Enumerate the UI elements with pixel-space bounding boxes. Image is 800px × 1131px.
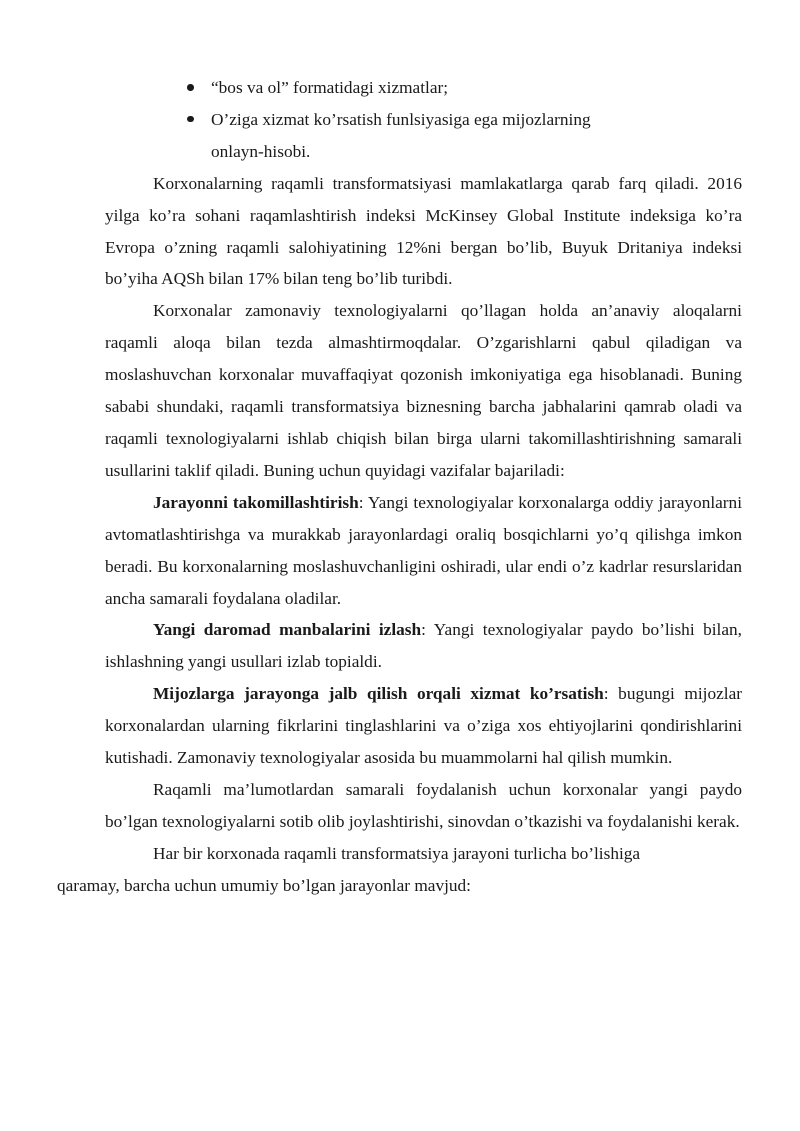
- bullet-icon: [187, 116, 194, 123]
- paragraph-text: : Yangi texnologiyalar korxonalarga oddiy jarayonlarni avtomatlashtirishga va murakkab jarayonlardagi oraliq bosqichlarni yo’q qilishga imkon beradi. Bu korxonalarning moslashuvchanligini oshiradi, ular endi o’z kadrlar resurslaridan ancha samarali foydalana oladilar.: [105, 492, 743, 608]
- document-body: [57, 72, 743, 902]
- paragraph-heading: Mijozlarga jarayonga jalb qilish orqali xizmat ko’rsatish: [153, 684, 604, 704]
- paragraph-text: : Yangi texnologiyalar paydo bo’lishi bilan, ishlashning yangi usullari izlab topialdi.: [105, 620, 742, 672]
- list-item: [210, 72, 610, 104]
- paragraph-modern-technologies: [105, 295, 742, 486]
- paragraph-text: qaramay, barcha uchun umumiy bo’lgan jarayonlar mavjud:: [57, 875, 471, 895]
- paragraph-process-improvement: [105, 487, 742, 615]
- paragraph-digital-data: [105, 774, 742, 838]
- paragraph-text: : bugungi mijozlar korxonalardan ularning fikrlarini tinglashlarini va o’ziga xos ehtiyojlarini qondirishlarini kutishadi. Zamonaviy texnologiyalar asosida bu muammolarni hal qilish mumkin.: [105, 684, 742, 768]
- list-item: [210, 104, 610, 168]
- paragraph-heading: Yangi daromad manbalarini izlash: [153, 620, 422, 640]
- paragraph-text: Korxonalarning raqamli transformatsiyasi mamlakatlarga qarab farq qiladi. 2016 yilga ko’ra sohani raqamlashtirish indeksi McKinsey Global Institute indeksiga ko’ra Evropa o’zning raqamli salohiyatining 12%ni bergan bo’lib, Buyuk Dritaniya indeksi bo’yiha AQSh bilan 17% bilan teng bo’lib turibdi.: [105, 173, 742, 289]
- paragraph-new-revenue: [105, 614, 742, 678]
- bullet-text: O’ziga xizmat ko’rsatish funlsiyasiga ega mijozlarning onlayn-hisobi.: [211, 109, 591, 161]
- paragraph-text: Har bir korxonada raqamli transformatsiya jarayoni turlicha bo’lishiga: [153, 843, 641, 863]
- paragraph-customer-engagement: [105, 678, 742, 774]
- paragraph-common-processes: [57, 838, 742, 902]
- paragraph-text: Korxonalar zamonaviy texnologiyalarni qo’llagan holda an’anaviy aloqalarni raqamli aloqa bilan tezda almashtirmoqdalar. O’zgarishlarni qabul qiladigan va moslashuvchan korxonalar muvaffaqiyat qozonish imkoniyatiga ega hisoblanadi. Buning sababi shundaki, raqamli transformatsiya biznesning barcha jabhalarini qamrab oladi va raqamli texnologiyalarni ishlab chiqish bilan birga ularni takomillashtirishning samarali usullarini taklif qiladi. Buning uchun quyidagi vazifalar bajariladi:: [105, 301, 742, 480]
- bullet-icon: [187, 84, 194, 91]
- paragraph-heading: Jarayonni takomillashtirish: [153, 492, 359, 512]
- paragraph-text: Raqamli ma’lumotlardan samarali foydalanish uchun korxonalar yangi paydo bo’lgan texnologiyalarni sotib olib joylashtirishi, sinovdan o’tkazishi va foydalanishi kerak.: [105, 779, 742, 831]
- paragraph-digital-transformation: [105, 168, 742, 296]
- bullet-list: [105, 72, 610, 168]
- bullet-text: “bos va ol” formatidagi xizmatlar;: [211, 78, 449, 97]
